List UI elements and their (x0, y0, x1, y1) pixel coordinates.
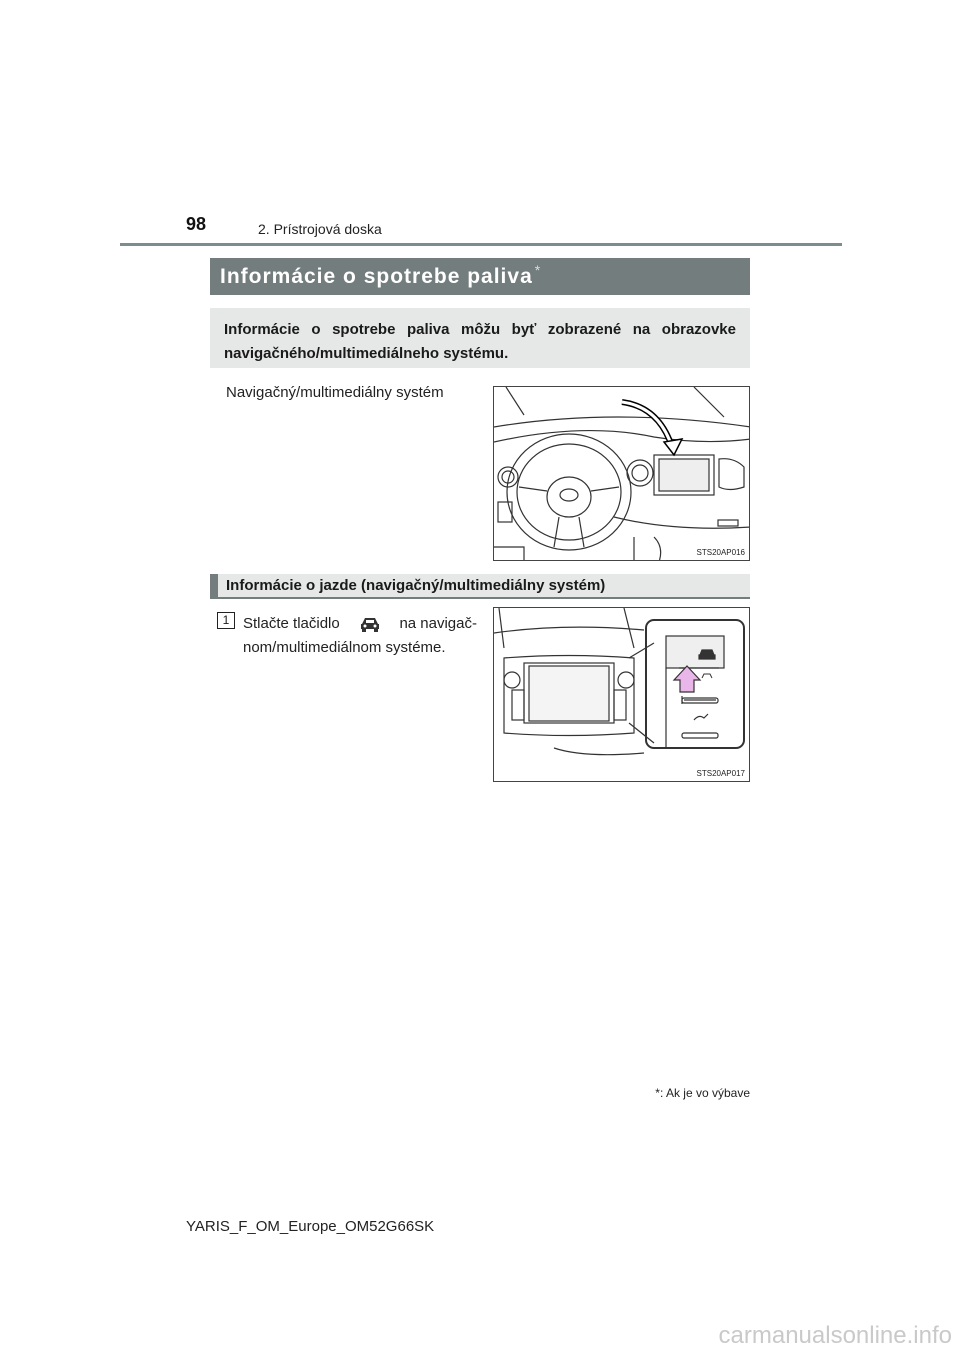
intro-box (210, 308, 750, 368)
step-text-before-icon: Stlačte tlačidlo (243, 615, 340, 632)
watermark: carmanualsonline.info (718, 1322, 952, 1349)
figure2-code: STS20AP017 (696, 769, 745, 778)
subsection-title: Informácie o jazde (navigačný/multimediálny systém) (210, 574, 750, 599)
step-number: 1 (217, 612, 235, 629)
step-text-after-icon: na navigač- (399, 615, 477, 632)
step-instruction (243, 612, 477, 660)
document-id: YARIS_F_OM_Europe_OM52G66SK (186, 1218, 435, 1235)
chapter-title: 2. Prístrojová doska (258, 221, 382, 237)
multimedia-drawing (494, 608, 750, 782)
figure1-code: STS20AP016 (696, 548, 745, 557)
section-title-banner (210, 258, 750, 295)
dashboard-illustration (493, 386, 750, 561)
section-title-marker: * (534, 262, 542, 278)
car-icon (359, 615, 381, 633)
section-title: Informácie o spotrebe paliva (220, 264, 533, 288)
multimedia-unit-illustration (493, 607, 750, 782)
intro-line-1: Informácie o spotrebe paliva môžu byť zobrazené na obrazovke (224, 321, 736, 338)
footnote-marker: * (655, 1086, 660, 1100)
footnote-text: : Ak je vo výbave (659, 1086, 750, 1100)
dashboard-drawing (494, 387, 750, 561)
step-text-line-2: nom/multimediálnom systéme. (243, 639, 446, 656)
page-number: 98 (186, 214, 207, 234)
footnote (655, 1086, 750, 1100)
intro-line-2: navigačného/multimediálneho systému. (224, 345, 509, 362)
figure1-caption: Navigačný/multimediálny systém (226, 384, 444, 401)
header-divider (120, 243, 842, 246)
